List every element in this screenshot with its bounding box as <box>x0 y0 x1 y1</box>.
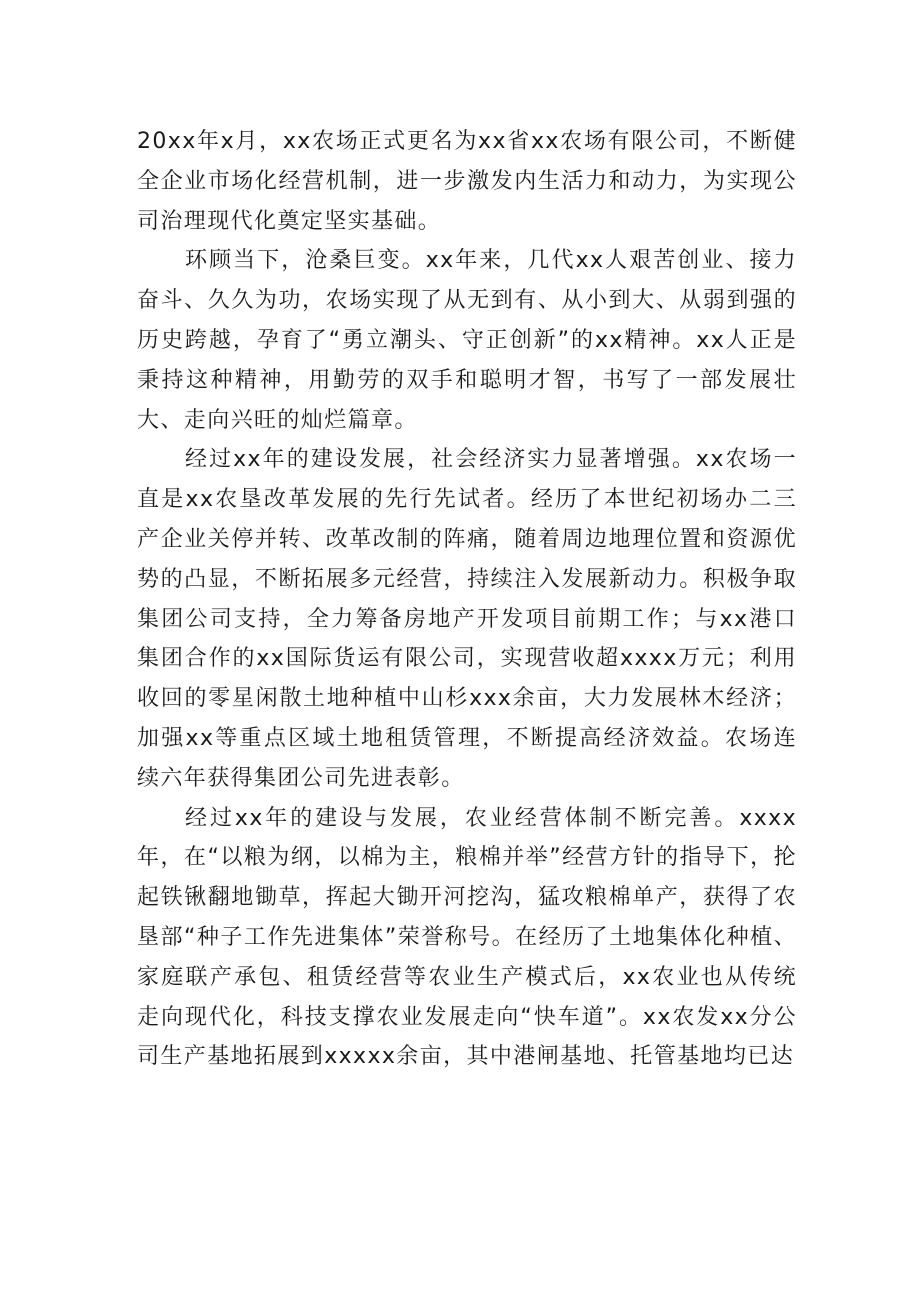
paragraph-1: 20xx年x月，xx农场正式更名为xx省xx农场有限公司，不断健全企业市场化经营机制，进一步激发内生活力和动力，为实现公司治理现代化奠定坚实基础。 <box>137 129 797 234</box>
document-body <box>137 122 797 1077</box>
paragraph-4: 经过xx年的建设与发展，农业经营体制不断完善。xxxx年，在“以粮为纲，以棉为主，粮棉并举”经营方针的指导下，抡起铁锹翻地锄草，挥起大锄开河挖沟，猛攻粮棉单产，获得了农垦部“种子工作先进集体”荣誉称号。在经历了土地集体化种植、家庭联产承包、租赁经营等农业生产模式后，xx农业也从传统走向现代化，科技支撑农业发展走向“快车道”。xx农发xx分公司生产基地拓展到xxxxx余亩，其中港闸基地、托管基地均已达 <box>137 805 797 1070</box>
paragraph-2: 环顾当下，沧桑巨变。xx年来，几代xx人艰苦创业、接力奋斗、久久为功，农场实现了从无到有、从小到大、从弱到强的历史跨越，孕育了“勇立潮头、守正创新”的xx精神。xx人正是秉持这种精神，用勤劳的双手和聪明才智，书写了一部发展壮大、走向兴旺的灿烂篇章。 <box>137 248 797 433</box>
paragraph-3: 经过xx年的建设发展，社会经济实力显著增强。xx农场一直是xx农垦改革发展的先行先试者。经历了本世纪初场办二三产企业关停并转、改革改制的阵痛，随着周边地理位置和资源优势的凸显，不断拓展多元经营，持续注入发展新动力。积极争取集团公司支持，全力筹备房地产开发项目前期工作；与xx港口集团合作的xx国际货运有限公司，实现营收超xxxx万元；利用收回的零星闲散土地种植中山杉xxx余亩，大力发展林木经济；加强xx等重点区域土地租赁管理，不断提高经济效益。农场连续六年获得集团公司先进表彰。 <box>137 447 797 791</box>
